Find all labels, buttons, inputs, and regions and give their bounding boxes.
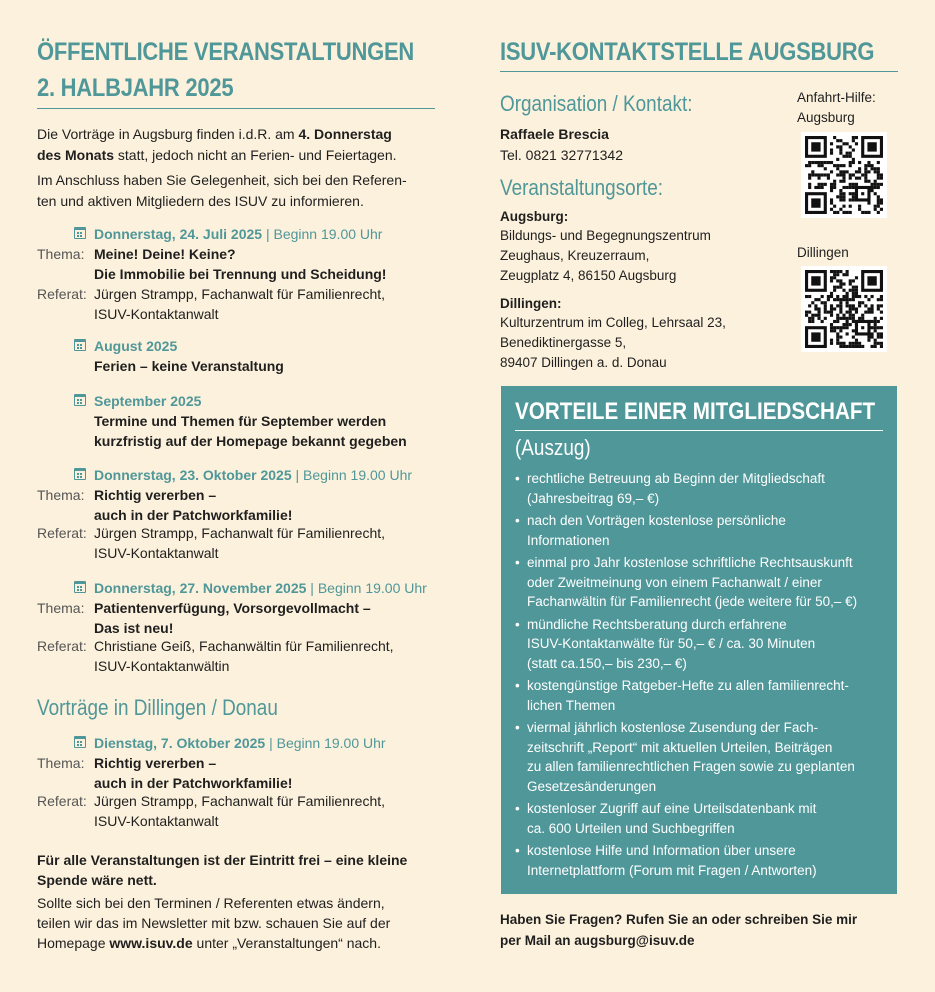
benefit-line: nach den Vorträgen kostenlose persönliche xyxy=(527,513,786,528)
event-july xyxy=(37,224,437,324)
qr-code-icon xyxy=(805,270,883,348)
email-link[interactable]: augsburg@isuv.de xyxy=(574,933,695,948)
contact-name: Raffaele Brescia xyxy=(500,126,609,142)
benefit-line: zu allen familienrechtlichen Fragen sowie zu geplanten xyxy=(527,759,855,774)
topic-text xyxy=(94,245,437,284)
speaker-line: ISUV-Kontaktanwältin xyxy=(94,657,230,674)
benefit-line: lichen Themen xyxy=(527,697,616,713)
venues-heading: Veranstaltungsorte: xyxy=(500,175,664,200)
questions-line: per Mail an xyxy=(500,933,575,948)
contact-heading: ISUV-KONTAKTSTELLE AUGSBURG xyxy=(500,38,875,66)
benefit-line: kostengünstige Ratgeber-Hefte zu allen familienrecht- xyxy=(527,678,849,693)
benefit-line: ISUV-Kontaktanwälte für 50,– € / ca. 30 Minuten xyxy=(527,636,816,651)
thema-label: Thema: xyxy=(37,246,85,262)
free-line: Für alle Veranstaltungen ist der Eintritt frei – eine kleine xyxy=(37,852,408,868)
event-date-text: Donnerstag, 27. November 2025 xyxy=(94,580,307,596)
benefit-line: (statt ca.150,– bis 230,– €) xyxy=(527,655,687,671)
event-august xyxy=(37,336,437,380)
dillingen-label: Dillingen: xyxy=(500,296,562,311)
speaker-text xyxy=(94,524,437,563)
topic-text xyxy=(94,486,437,525)
thema-label: Thema: xyxy=(37,755,85,771)
outro-line: Homepage xyxy=(37,935,110,951)
outro-line: Sollte sich bei den Terminen / Referenten etwas ändern, xyxy=(37,895,385,911)
event-date-text: Donnerstag, 23. Oktober 2025 xyxy=(94,467,292,483)
intro-paragraph-2 xyxy=(37,170,437,212)
benefits-rule xyxy=(515,430,883,431)
benefits-subheading: (Auszug) xyxy=(515,435,591,460)
address-line: Bildungs- und Begegnungszentrum xyxy=(500,228,711,243)
referat-label: Referat: xyxy=(37,286,87,302)
address-line: Zeughaus, Kreuzerraum, xyxy=(500,248,650,263)
heading-rule xyxy=(37,108,435,109)
address-line: Zeugplatz 4, 86150 Augsburg xyxy=(500,268,677,283)
event-date-text: Dienstag, 7. Oktober 2025 xyxy=(94,735,266,751)
speaker-line: Jürgen Strampp, Fachanwalt für Familienrecht, xyxy=(94,286,386,302)
event-time: | Beginn 19.00 Uhr xyxy=(262,226,383,242)
qr-code-augsburg[interactable] xyxy=(801,132,887,218)
outro-line: teilen wir das im Newsletter mit bzw. schauen Sie auf der xyxy=(37,915,391,931)
topic-line: Das ist neu! xyxy=(94,619,174,636)
note-text xyxy=(94,412,437,451)
speaker-line: Jürgen Strampp, Fachanwalt für Familienrecht, xyxy=(94,525,386,541)
intro-text: Im Anschluss haben Sie Gelegenheit, sich bei den Referen- xyxy=(37,172,407,188)
changes-note xyxy=(37,893,437,953)
benefit-line: Informationen xyxy=(527,532,610,548)
augsburg-address xyxy=(500,226,790,286)
event-date-text: August 2025 xyxy=(94,338,178,354)
outro-line: unter „Veranstaltungen“ nach. xyxy=(192,935,381,951)
augsburg-label: Augsburg: xyxy=(500,209,569,224)
benefit-item xyxy=(515,841,883,880)
qr-label-line: Anfahrt-Hilfe: xyxy=(797,90,876,105)
events-heading-line1: ÖFFENTLICHE VERANSTALTUNGEN xyxy=(37,38,415,66)
benefit-item xyxy=(515,511,883,550)
calendar-icon xyxy=(74,394,86,406)
speaker-line: ISUV-Kontaktanwalt xyxy=(94,544,219,561)
referat-label: Referat: xyxy=(37,638,87,654)
qr-code-dillingen[interactable] xyxy=(801,266,887,352)
benefit-line: Gesetzesänderungen xyxy=(527,778,657,794)
benefit-item xyxy=(515,553,883,612)
benefit-item xyxy=(515,615,883,674)
questions-line: Haben Sie Fragen? Rufen Sie an oder schreiben Sie mir xyxy=(500,912,858,927)
event-date xyxy=(94,224,382,244)
topic-line: Patientenverfügung, Vorsorgevollmacht – xyxy=(94,600,371,616)
benefit-line: zeitschrift „Report“ mit aktuellen Urteilen, Beiträgen xyxy=(527,739,833,755)
benefit-item xyxy=(515,799,883,838)
benefit-line: kostenloser Zugriff auf eine Urteilsdatenbank mit xyxy=(527,801,817,816)
intro-text: statt, jedoch nicht an Ferien- und Feiertagen. xyxy=(114,147,397,163)
calendar-icon xyxy=(74,339,86,351)
benefit-line: viermal jährlich kostenlose Zusendung der Fach- xyxy=(527,720,819,735)
calendar-icon xyxy=(74,227,86,239)
speaker-line: Christiane Geiß, Fachanwältin für Familienrecht, xyxy=(94,638,394,654)
events-heading-line2: 2. HALBJAHR 2025 xyxy=(37,74,234,102)
benefit-item xyxy=(515,718,883,796)
intro-emphasis-2: des Monats xyxy=(37,147,115,163)
heading-rule xyxy=(500,71,898,72)
topic-line: Die Immobilie bei Trennung und Scheidung! xyxy=(94,265,387,282)
event-date xyxy=(94,733,386,753)
thema-label: Thema: xyxy=(37,600,85,616)
topic-line: auch in der Patchworkfamilie! xyxy=(94,774,293,791)
free-entry-note xyxy=(37,850,437,890)
event-date xyxy=(94,578,427,598)
address-line: Kulturzentrum im Colleg, Lehrsaal 23, xyxy=(500,315,726,330)
free-line: Spende wäre nett. xyxy=(37,872,157,888)
qr-label-line: Augsburg xyxy=(797,110,855,125)
address-line: 89407 Dillingen a. d. Donau xyxy=(500,355,667,370)
qr-augsburg-label xyxy=(797,88,876,128)
org-heading: Organisation / Kontakt: xyxy=(500,91,693,116)
qr-code-icon xyxy=(805,136,883,214)
topic-text xyxy=(94,599,437,638)
note-text: Ferien – keine Veranstaltung xyxy=(94,358,284,374)
benefit-line: (Jahresbeitrag 69,– €) xyxy=(527,490,660,506)
topic-text xyxy=(94,754,437,793)
note-line: kurzfristig auf der Homepage bekannt gegeben xyxy=(94,432,407,449)
topic-line: auch in der Patchworkfamilie! xyxy=(94,506,293,523)
intro-paragraph-1 xyxy=(37,124,437,166)
homepage-link[interactable]: www.isuv.de xyxy=(109,935,193,951)
qr-dillingen-label: Dillingen xyxy=(797,245,849,260)
benefits-list xyxy=(515,469,883,880)
membership-benefits-box xyxy=(501,386,897,894)
event-october xyxy=(37,465,437,565)
speaker-text xyxy=(94,637,437,676)
event-time: | Beginn 19.00 Uhr xyxy=(265,735,386,751)
intro-text: Die Vorträge in Augsburg finden i.d.R. am xyxy=(37,126,299,142)
event-date xyxy=(94,465,412,485)
event-date-text: September 2025 xyxy=(94,393,202,409)
benefit-line: Fachanwältin für Familienrecht (jede weitere für 50,– €) xyxy=(527,594,858,609)
benefit-item xyxy=(515,676,883,715)
speaker-line: Jürgen Strampp, Fachanwalt für Familienrecht, xyxy=(94,793,386,809)
benefit-item xyxy=(515,469,883,508)
topic-line: Richtig vererben – xyxy=(94,755,217,771)
event-dillingen xyxy=(37,733,437,833)
event-november xyxy=(37,578,437,678)
event-date xyxy=(94,336,177,356)
event-time: | Beginn 19.00 Uhr xyxy=(306,580,427,596)
note-line: Termine und Themen für September werden xyxy=(94,413,387,429)
event-time: | Beginn 19.00 Uhr xyxy=(291,467,413,483)
benefit-line: rechtliche Betreuung ab Beginn der Mitgliedschaft xyxy=(527,471,825,486)
event-date-text: Donnerstag, 24. Juli 2025 xyxy=(94,226,263,242)
referat-label: Referat: xyxy=(37,525,87,541)
dillingen-heading: Vorträge in Dillingen / Donau xyxy=(37,695,278,720)
speaker-line: ISUV-Kontaktanwalt xyxy=(94,305,219,322)
speaker-line: ISUV-Kontaktanwalt xyxy=(94,812,219,829)
address-line: Benediktinergasse 5, xyxy=(500,335,627,350)
benefit-line: einmal pro Jahr kostenlose schriftliche Rechtsauskunft xyxy=(527,555,853,570)
referat-label: Referat: xyxy=(37,793,87,809)
thema-label: Thema: xyxy=(37,487,85,503)
benefit-line: mündliche Rechtsberatung durch erfahrene xyxy=(527,616,787,632)
benefit-line: kostenlose Hilfe und Information über unsere xyxy=(527,843,796,858)
topic-line: Meine! Deine! Keine? xyxy=(94,246,236,262)
benefits-heading: VORTEILE EINER MITGLIEDSCHAFT xyxy=(515,398,876,425)
calendar-icon xyxy=(74,468,86,480)
benefit-line: Internetplattform (Forum mit Fragen / Antworten) xyxy=(527,862,817,878)
benefit-line: ca. 600 Urteilen und Suchbegriffen xyxy=(527,820,735,836)
event-september xyxy=(37,391,437,453)
speaker-text xyxy=(94,792,437,831)
contact-phone[interactable]: Tel. 0821 32771342 xyxy=(500,147,623,163)
calendar-icon xyxy=(74,581,86,593)
questions-note xyxy=(500,909,898,951)
event-date xyxy=(94,391,201,411)
dillingen-address xyxy=(500,313,790,373)
calendar-icon xyxy=(74,736,86,748)
speaker-text xyxy=(94,285,437,324)
benefit-line: oder Zweitmeinung von einem Fachanwalt / einer xyxy=(527,574,822,590)
intro-text: ten und aktiven Mitgliedern des ISUV zu informieren. xyxy=(37,193,364,209)
topic-line: Richtig vererben – xyxy=(94,487,217,503)
intro-emphasis-1: 4. Donnerstag xyxy=(298,126,392,142)
